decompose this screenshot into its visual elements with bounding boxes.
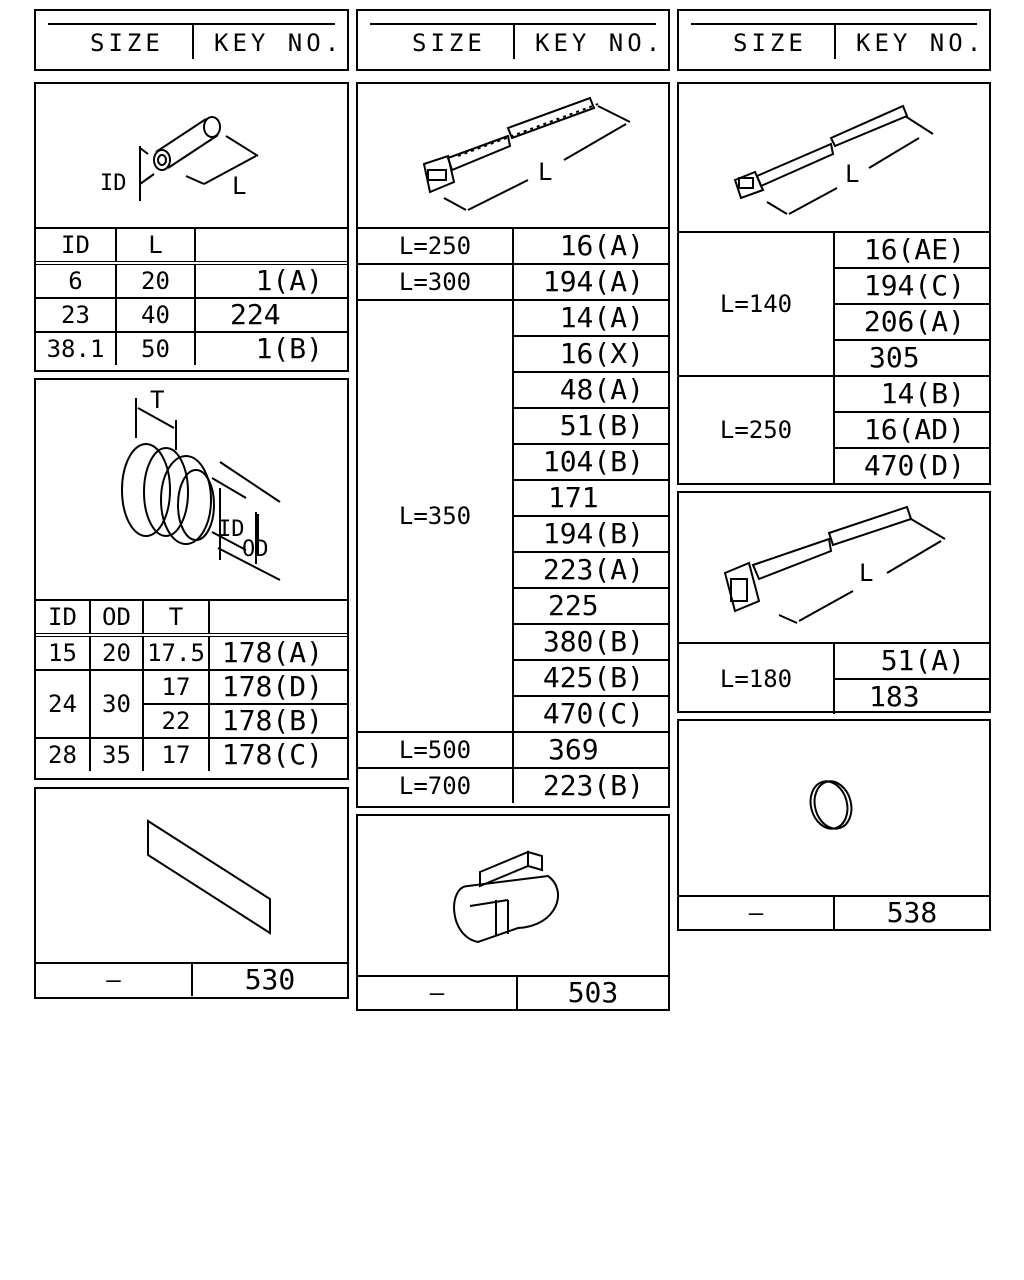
- tie1-table: [358, 227, 668, 803]
- table-row: [36, 635, 347, 670]
- table-row: [679, 376, 989, 412]
- cell-size: —: [679, 896, 834, 929]
- table-row: [679, 643, 989, 679]
- cell-id: 15: [36, 635, 90, 670]
- grommet-drawing: [36, 380, 347, 600]
- grommet-table: [36, 599, 347, 771]
- grommet-head-row: [36, 600, 347, 635]
- plug-panel: [677, 719, 991, 931]
- header-size-label: SIZE: [90, 29, 164, 57]
- clip-panel: [356, 814, 670, 1011]
- cell-size: —: [36, 963, 192, 996]
- cell-key: 369: [513, 732, 668, 768]
- cell-size: L=300: [358, 264, 513, 300]
- header-size-label: SIZE: [412, 29, 486, 57]
- cell-od: 35: [90, 738, 143, 771]
- cell-key: 470(C): [513, 696, 668, 732]
- cell-key: 305: [834, 340, 989, 376]
- table-row: [358, 768, 668, 803]
- cell-key: 194(A): [513, 264, 668, 300]
- cell-key: 223(A): [513, 552, 668, 588]
- tubing-drawing: [36, 84, 347, 228]
- cell-key: 48(A): [513, 372, 668, 408]
- grommet-t-label: T: [150, 386, 165, 414]
- cell-od: 30: [90, 670, 143, 738]
- cell-key: 178(A): [209, 635, 347, 670]
- cell-key: 425(B): [513, 660, 668, 696]
- cell-key: 224: [195, 298, 347, 332]
- cell-key: 14(A): [513, 300, 668, 336]
- cell-size: L=500: [358, 732, 513, 768]
- tubing-id-label: ID: [100, 171, 127, 196]
- clip-drawing: [358, 816, 668, 976]
- cell-key: 194(B): [513, 516, 668, 552]
- cell-size: L=250: [358, 228, 513, 264]
- cell-key: 104(B): [513, 444, 668, 480]
- col-l: L: [116, 228, 195, 263]
- cable-tie-panel-2: [677, 82, 991, 485]
- tie2-table: [679, 231, 989, 483]
- cell-t: 17: [143, 738, 209, 771]
- tubing-table: [36, 227, 347, 365]
- cell-id: 28: [36, 738, 90, 771]
- cell-size: L=140: [679, 232, 834, 376]
- tape-table: [36, 962, 347, 996]
- cell-key: 16(A): [513, 228, 668, 264]
- col-t: T: [143, 600, 209, 635]
- cell-id: 24: [36, 670, 90, 738]
- grommet-panel: [34, 378, 349, 780]
- table-row: [358, 976, 668, 1009]
- cell-key: 14(B): [834, 376, 989, 412]
- plug-table: [679, 895, 989, 929]
- cell-key: 538: [834, 896, 989, 929]
- cell-id: 6: [36, 263, 116, 298]
- table-row: [358, 732, 668, 768]
- cell-key: 1(A): [195, 263, 347, 298]
- cell-t: 17.5: [143, 635, 209, 670]
- clip-table: [358, 975, 668, 1009]
- cell-key: 470(D): [834, 448, 989, 483]
- header-key-label: KEY NO.: [535, 29, 665, 57]
- table-row: [358, 228, 668, 264]
- header-col2: [356, 9, 670, 71]
- cell-key: 503: [517, 976, 668, 1009]
- cell-key: 223(B): [513, 768, 668, 803]
- table-row: [36, 332, 347, 365]
- table-row: [36, 963, 347, 996]
- header-size-label: SIZE: [733, 29, 807, 57]
- tie1-l-label: L: [538, 158, 553, 186]
- cell-size: L=250: [679, 376, 834, 483]
- cell-key: 178(C): [209, 738, 347, 771]
- cell-key: 194(C): [834, 268, 989, 304]
- grommet-od-label: OD: [242, 537, 269, 562]
- cell-key: 206(A): [834, 304, 989, 340]
- col-id: ID: [36, 228, 116, 263]
- col-id: ID: [36, 600, 90, 635]
- cell-key: 530: [192, 963, 347, 996]
- cable-tie-drawing-2: [679, 84, 989, 232]
- cell-t: 17: [143, 670, 209, 704]
- col-key: [195, 228, 347, 263]
- cell-size: L=180: [679, 643, 834, 714]
- header-col1: [34, 9, 349, 71]
- tape-drawing: [36, 789, 347, 963]
- tubing-head-row: [36, 228, 347, 263]
- cell-key: 16(AE): [834, 232, 989, 268]
- cable-tie-panel-3: [677, 491, 991, 713]
- cell-od: 20: [90, 635, 143, 670]
- col-key: [209, 600, 347, 635]
- table-row: [679, 896, 989, 929]
- cable-tie-drawing-1: [358, 84, 668, 228]
- header-key-label: KEY NO.: [856, 29, 986, 57]
- plug-drawing: [679, 721, 989, 897]
- cell-key: 1(B): [195, 332, 347, 365]
- tie3-l-label: L: [859, 559, 874, 587]
- tape-panel: [34, 787, 349, 999]
- cell-key: 51(A): [834, 643, 989, 679]
- cell-l: 40: [116, 298, 195, 332]
- cell-key: 380(B): [513, 624, 668, 660]
- table-row: [358, 300, 668, 336]
- cell-key: 225: [513, 588, 668, 624]
- col-od: OD: [90, 600, 143, 635]
- table-row: [36, 298, 347, 332]
- cell-size: —: [358, 976, 517, 1009]
- cell-size: L=350: [358, 300, 513, 732]
- table-row: [36, 263, 347, 298]
- cell-key: 171: [513, 480, 668, 516]
- header-key-label: KEY NO.: [214, 29, 344, 57]
- table-row: [358, 264, 668, 300]
- grommet-id-label: ID: [218, 517, 245, 542]
- cell-t: 22: [143, 704, 209, 738]
- tubing-l-label: L: [232, 172, 247, 200]
- cell-size: L=700: [358, 768, 513, 803]
- cell-id: 23: [36, 298, 116, 332]
- cell-key: 16(AD): [834, 412, 989, 448]
- cell-id: 38.1: [36, 332, 116, 365]
- tie3-table: [679, 642, 989, 714]
- table-row: [36, 670, 347, 704]
- table-row: [36, 738, 347, 771]
- header-col3: [677, 9, 991, 71]
- tubing-panel: [34, 82, 349, 372]
- cable-tie-panel-1: [356, 82, 670, 808]
- cell-key: 178(D): [209, 670, 347, 704]
- cell-l: 50: [116, 332, 195, 365]
- cell-key: 16(X): [513, 336, 668, 372]
- table-row: [679, 232, 989, 268]
- tie2-l-label: L: [845, 160, 860, 188]
- cell-key: 183: [834, 679, 989, 714]
- cell-l: 20: [116, 263, 195, 298]
- cable-tie-drawing-3: [679, 493, 989, 643]
- cell-key: 51(B): [513, 408, 668, 444]
- cell-key: 178(B): [209, 704, 347, 738]
